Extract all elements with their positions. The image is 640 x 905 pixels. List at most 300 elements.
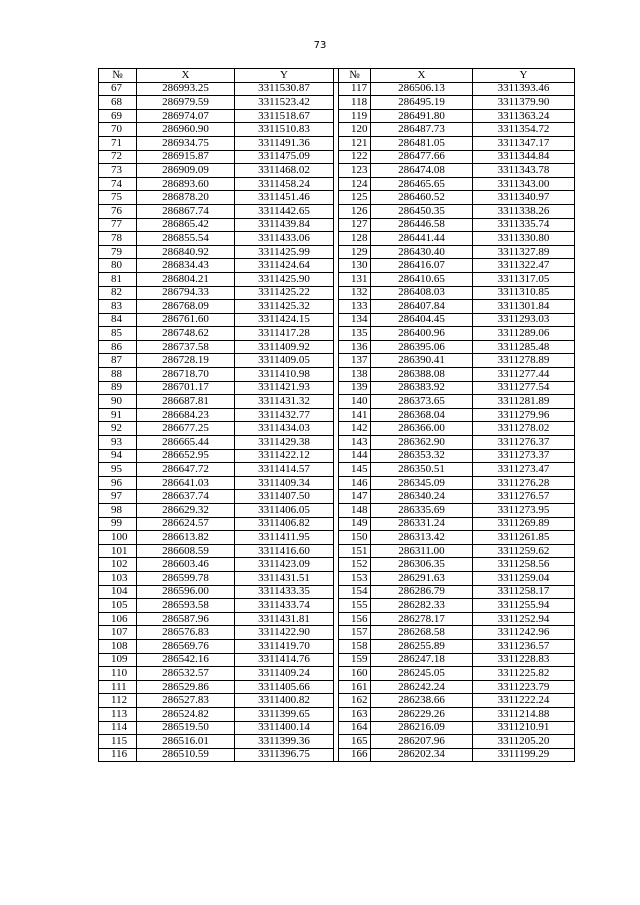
x-right: 286340.24 [371, 490, 473, 504]
point-number-right: 124 [339, 177, 371, 191]
x-left: 286529.86 [137, 680, 235, 694]
y-left: 3311431.51 [235, 571, 334, 585]
x-left: 286834.43 [137, 259, 235, 273]
table-row [99, 96, 575, 110]
point-number-right: 142 [339, 422, 371, 436]
y-right: 3311344.84 [473, 150, 575, 164]
x-left: 286647.72 [137, 463, 235, 477]
x-right: 286202.34 [371, 748, 473, 762]
point-number-left: 85 [99, 327, 137, 341]
point-number-right: 129 [339, 245, 371, 259]
y-left: 3311409.34 [235, 476, 334, 490]
x-right: 286353.32 [371, 449, 473, 463]
x-left: 286728.19 [137, 354, 235, 368]
x-left: 286532.57 [137, 667, 235, 681]
y-right: 3311214.88 [473, 707, 575, 721]
y-right: 3311269.89 [473, 517, 575, 531]
x-left: 286637.74 [137, 490, 235, 504]
y-left: 3311510.83 [235, 123, 334, 137]
x-right: 286410.65 [371, 272, 473, 286]
point-number-right: 119 [339, 109, 371, 123]
y-right: 3311236.57 [473, 639, 575, 653]
x-left: 286629.32 [137, 504, 235, 518]
y-left: 3311424.15 [235, 313, 334, 327]
table-row [99, 300, 575, 314]
y-right: 3311242.96 [473, 626, 575, 640]
y-left: 3311411.95 [235, 531, 334, 545]
y-left: 3311424.64 [235, 259, 334, 273]
point-number-right: 137 [339, 354, 371, 368]
coordinates-table [98, 68, 575, 762]
x-left: 286519.50 [137, 721, 235, 735]
point-number-right: 128 [339, 232, 371, 246]
x-right: 286404.45 [371, 313, 473, 327]
y-left: 3311432.77 [235, 408, 334, 422]
x-left: 286677.25 [137, 422, 235, 436]
y-left: 3311458.24 [235, 177, 334, 191]
y-right: 3311347.17 [473, 136, 575, 150]
point-number-right: 138 [339, 368, 371, 382]
x-right: 286408.03 [371, 286, 473, 300]
x-right: 286395.06 [371, 340, 473, 354]
x-left: 286542.16 [137, 653, 235, 667]
y-left: 3311406.05 [235, 504, 334, 518]
y-left: 3311400.82 [235, 694, 334, 708]
x-right: 286331.24 [371, 517, 473, 531]
x-left: 286993.25 [137, 82, 235, 96]
header-y-right: Y [473, 69, 575, 83]
y-right: 3311379.90 [473, 96, 575, 110]
point-number-right: 132 [339, 286, 371, 300]
x-right: 286416.07 [371, 259, 473, 273]
y-right: 3311317.05 [473, 272, 575, 286]
table-row [99, 626, 575, 640]
point-number-right: 144 [339, 449, 371, 463]
x-left: 286794.33 [137, 286, 235, 300]
x-left: 286893.60 [137, 177, 235, 191]
y-left: 3311409.24 [235, 667, 334, 681]
x-right: 286481.05 [371, 136, 473, 150]
point-number-right: 156 [339, 612, 371, 626]
point-number-left: 80 [99, 259, 137, 273]
y-right: 3311363.24 [473, 109, 575, 123]
y-left: 3311396.75 [235, 748, 334, 762]
header-y-left: Y [235, 69, 334, 83]
x-left: 286855.54 [137, 232, 235, 246]
point-number-right: 121 [339, 136, 371, 150]
x-right: 286247.18 [371, 653, 473, 667]
x-left: 286974.07 [137, 109, 235, 123]
y-right: 3311343.00 [473, 177, 575, 191]
x-right: 286311.00 [371, 544, 473, 558]
table-row [99, 395, 575, 409]
point-number-left: 100 [99, 531, 137, 545]
y-right: 3311258.56 [473, 558, 575, 572]
y-left: 3311423.09 [235, 558, 334, 572]
x-left: 286979.59 [137, 96, 235, 110]
point-number-right: 147 [339, 490, 371, 504]
y-left: 3311434.03 [235, 422, 334, 436]
point-number-right: 118 [339, 96, 371, 110]
x-right: 286366.00 [371, 422, 473, 436]
y-right: 3311343.78 [473, 164, 575, 178]
point-number-left: 114 [99, 721, 137, 735]
y-left: 3311491.36 [235, 136, 334, 150]
y-right: 3311276.37 [473, 436, 575, 450]
y-right: 3311310.85 [473, 286, 575, 300]
x-right: 286390.41 [371, 354, 473, 368]
y-right: 3311281.89 [473, 395, 575, 409]
x-left: 286840.92 [137, 245, 235, 259]
x-left: 286624.57 [137, 517, 235, 531]
y-right: 3311259.04 [473, 571, 575, 585]
y-left: 3311431.81 [235, 612, 334, 626]
y-left: 3311433.35 [235, 585, 334, 599]
point-number-right: 148 [339, 504, 371, 518]
x-right: 286506.13 [371, 82, 473, 96]
table-row [99, 707, 575, 721]
y-right: 3311258.17 [473, 585, 575, 599]
y-left: 3311399.65 [235, 707, 334, 721]
table-row [99, 558, 575, 572]
y-left: 3311407.50 [235, 490, 334, 504]
point-number-left: 90 [99, 395, 137, 409]
table-row [99, 109, 575, 123]
y-left: 3311523.42 [235, 96, 334, 110]
header-x-right: X [371, 69, 473, 83]
y-right: 3311322.47 [473, 259, 575, 273]
x-left: 286527.83 [137, 694, 235, 708]
point-number-right: 127 [339, 218, 371, 232]
point-number-left: 75 [99, 191, 137, 205]
x-right: 286368.04 [371, 408, 473, 422]
y-left: 3311425.90 [235, 272, 334, 286]
point-number-right: 139 [339, 381, 371, 395]
y-right: 3311393.46 [473, 82, 575, 96]
table-row [99, 463, 575, 477]
x-left: 286804.21 [137, 272, 235, 286]
point-number-left: 113 [99, 707, 137, 721]
x-right: 286441.44 [371, 232, 473, 246]
table-row [99, 653, 575, 667]
point-number-left: 98 [99, 504, 137, 518]
point-number-left: 81 [99, 272, 137, 286]
y-right: 3311273.47 [473, 463, 575, 477]
table-row [99, 612, 575, 626]
table-row [99, 422, 575, 436]
point-number-left: 109 [99, 653, 137, 667]
x-left: 286701.17 [137, 381, 235, 395]
y-left: 3311442.65 [235, 204, 334, 218]
y-left: 3311410.98 [235, 368, 334, 382]
y-left: 3311425.22 [235, 286, 334, 300]
x-right: 286306.35 [371, 558, 473, 572]
x-right: 286362.90 [371, 436, 473, 450]
point-number-left: 99 [99, 517, 137, 531]
point-number-left: 111 [99, 680, 137, 694]
y-left: 3311475.09 [235, 150, 334, 164]
table-row [99, 340, 575, 354]
point-number-left: 107 [99, 626, 137, 640]
point-number-right: 135 [339, 327, 371, 341]
point-number-right: 152 [339, 558, 371, 572]
table-row [99, 735, 575, 749]
table-row [99, 286, 575, 300]
x-right: 286430.40 [371, 245, 473, 259]
y-left: 3311414.76 [235, 653, 334, 667]
table-row [99, 136, 575, 150]
point-number-left: 106 [99, 612, 137, 626]
table-row [99, 571, 575, 585]
y-left: 3311409.92 [235, 340, 334, 354]
page-number: 73 [313, 40, 327, 51]
y-left: 3311433.74 [235, 599, 334, 613]
y-left: 3311419.70 [235, 639, 334, 653]
y-right: 3311222.24 [473, 694, 575, 708]
x-right: 286373.65 [371, 395, 473, 409]
x-right: 286350.51 [371, 463, 473, 477]
point-number-left: 77 [99, 218, 137, 232]
point-number-right: 125 [339, 191, 371, 205]
point-number-right: 160 [339, 667, 371, 681]
point-number-left: 87 [99, 354, 137, 368]
table-row [99, 504, 575, 518]
x-left: 286613.82 [137, 531, 235, 545]
x-right: 286229.26 [371, 707, 473, 721]
table-row [99, 721, 575, 735]
point-number-left: 112 [99, 694, 137, 708]
y-right: 3311199.29 [473, 748, 575, 762]
y-left: 3311416.60 [235, 544, 334, 558]
header-x-left: X [137, 69, 235, 83]
table-row [99, 599, 575, 613]
point-number-right: 150 [339, 531, 371, 545]
x-left: 286867.74 [137, 204, 235, 218]
x-left: 286684.23 [137, 408, 235, 422]
table-row [99, 436, 575, 450]
table-row [99, 123, 575, 137]
point-number-left: 91 [99, 408, 137, 422]
x-right: 286268.58 [371, 626, 473, 640]
x-right: 286216.09 [371, 721, 473, 735]
x-left: 286718.70 [137, 368, 235, 382]
table-row [99, 327, 575, 341]
point-number-left: 103 [99, 571, 137, 585]
x-left: 286652.95 [137, 449, 235, 463]
header-number-left: № [99, 69, 137, 83]
point-number-left: 78 [99, 232, 137, 246]
y-left: 3311468.02 [235, 164, 334, 178]
point-number-right: 155 [339, 599, 371, 613]
x-right: 286487.73 [371, 123, 473, 137]
point-number-right: 126 [339, 204, 371, 218]
y-right: 3311252.94 [473, 612, 575, 626]
table-row [99, 531, 575, 545]
point-number-right: 133 [339, 300, 371, 314]
point-number-left: 79 [99, 245, 137, 259]
point-number-left: 69 [99, 109, 137, 123]
point-number-left: 82 [99, 286, 137, 300]
point-number-left: 101 [99, 544, 137, 558]
point-number-right: 141 [339, 408, 371, 422]
x-left: 286960.90 [137, 123, 235, 137]
x-right: 286255.89 [371, 639, 473, 653]
table-row [99, 368, 575, 382]
x-left: 286569.76 [137, 639, 235, 653]
point-number-right: 158 [339, 639, 371, 653]
point-number-left: 96 [99, 476, 137, 490]
table-row [99, 667, 575, 681]
point-number-right: 123 [339, 164, 371, 178]
point-number-left: 93 [99, 436, 137, 450]
x-right: 286286.79 [371, 585, 473, 599]
point-number-right: 130 [339, 259, 371, 273]
table-row [99, 381, 575, 395]
y-right: 3311335.74 [473, 218, 575, 232]
y-left: 3311425.32 [235, 300, 334, 314]
x-right: 286282.33 [371, 599, 473, 613]
x-left: 286761.60 [137, 313, 235, 327]
y-left: 3311422.12 [235, 449, 334, 463]
x-right: 286291.63 [371, 571, 473, 585]
x-left: 286516.01 [137, 735, 235, 749]
table-row [99, 748, 575, 762]
point-number-left: 73 [99, 164, 137, 178]
y-left: 3311409.05 [235, 354, 334, 368]
point-number-left: 97 [99, 490, 137, 504]
point-number-right: 165 [339, 735, 371, 749]
point-number-left: 72 [99, 150, 137, 164]
x-left: 286596.00 [137, 585, 235, 599]
point-number-left: 108 [99, 639, 137, 653]
point-number-left: 76 [99, 204, 137, 218]
x-right: 286477.66 [371, 150, 473, 164]
y-left: 3311433.06 [235, 232, 334, 246]
point-number-left: 83 [99, 300, 137, 314]
y-right: 3311278.89 [473, 354, 575, 368]
point-number-left: 88 [99, 368, 137, 382]
point-number-left: 94 [99, 449, 137, 463]
point-number-left: 115 [99, 735, 137, 749]
x-left: 286687.81 [137, 395, 235, 409]
x-right: 286335.69 [371, 504, 473, 518]
y-left: 3311429.38 [235, 436, 334, 450]
y-right: 3311330.80 [473, 232, 575, 246]
y-right: 3311255.94 [473, 599, 575, 613]
y-right: 3311279.96 [473, 408, 575, 422]
point-number-right: 120 [339, 123, 371, 137]
x-right: 286491.80 [371, 109, 473, 123]
x-left: 286665.44 [137, 436, 235, 450]
y-right: 3311210.91 [473, 721, 575, 735]
table-row [99, 177, 575, 191]
x-right: 286388.08 [371, 368, 473, 382]
point-number-right: 153 [339, 571, 371, 585]
table-row [99, 408, 575, 422]
table-row [99, 680, 575, 694]
point-number-right: 143 [339, 436, 371, 450]
table-row [99, 694, 575, 708]
point-number-right: 164 [339, 721, 371, 735]
y-left: 3311451.46 [235, 191, 334, 205]
y-left: 3311425.99 [235, 245, 334, 259]
table-row [99, 204, 575, 218]
x-left: 286587.96 [137, 612, 235, 626]
table-row [99, 639, 575, 653]
y-right: 3311293.03 [473, 313, 575, 327]
y-right: 3311301.84 [473, 300, 575, 314]
point-number-left: 71 [99, 136, 137, 150]
point-number-left: 68 [99, 96, 137, 110]
y-right: 3311205.20 [473, 735, 575, 749]
y-left: 3311518.67 [235, 109, 334, 123]
x-right: 286495.19 [371, 96, 473, 110]
table-header-row [99, 69, 575, 83]
point-number-right: 162 [339, 694, 371, 708]
y-left: 3311417.28 [235, 327, 334, 341]
point-number-right: 140 [339, 395, 371, 409]
point-number-left: 95 [99, 463, 137, 477]
y-left: 3311414.57 [235, 463, 334, 477]
x-right: 286460.52 [371, 191, 473, 205]
y-right: 3311259.62 [473, 544, 575, 558]
point-number-left: 105 [99, 599, 137, 613]
y-left: 3311439.84 [235, 218, 334, 232]
table-row [99, 245, 575, 259]
table-row [99, 259, 575, 273]
x-right: 286407.84 [371, 300, 473, 314]
y-right: 3311338.26 [473, 204, 575, 218]
x-left: 286603.46 [137, 558, 235, 572]
point-number-right: 151 [339, 544, 371, 558]
table-row [99, 449, 575, 463]
x-right: 286242.24 [371, 680, 473, 694]
point-number-right: 117 [339, 82, 371, 96]
table-row [99, 476, 575, 490]
y-right: 3311277.54 [473, 381, 575, 395]
x-right: 286400.96 [371, 327, 473, 341]
point-number-right: 154 [339, 585, 371, 599]
point-number-left: 74 [99, 177, 137, 191]
table-row [99, 517, 575, 531]
point-number-left: 102 [99, 558, 137, 572]
x-right: 286465.65 [371, 177, 473, 191]
x-right: 286238.66 [371, 694, 473, 708]
table-row [99, 490, 575, 504]
table-row [99, 544, 575, 558]
point-number-right: 134 [339, 313, 371, 327]
y-right: 3311327.89 [473, 245, 575, 259]
table-row [99, 218, 575, 232]
point-number-right: 163 [339, 707, 371, 721]
x-left: 286915.87 [137, 150, 235, 164]
x-right: 286207.96 [371, 735, 473, 749]
x-right: 286474.08 [371, 164, 473, 178]
point-number-right: 136 [339, 340, 371, 354]
x-left: 286934.75 [137, 136, 235, 150]
x-left: 286737.58 [137, 340, 235, 354]
x-left: 286524.82 [137, 707, 235, 721]
x-left: 286593.58 [137, 599, 235, 613]
y-left: 3311530.87 [235, 82, 334, 96]
x-left: 286909.09 [137, 164, 235, 178]
y-right: 3311228.83 [473, 653, 575, 667]
y-right: 3311276.28 [473, 476, 575, 490]
table-row [99, 232, 575, 246]
x-left: 286865.42 [137, 218, 235, 232]
header-number-right: № [339, 69, 371, 83]
y-right: 3311273.95 [473, 504, 575, 518]
